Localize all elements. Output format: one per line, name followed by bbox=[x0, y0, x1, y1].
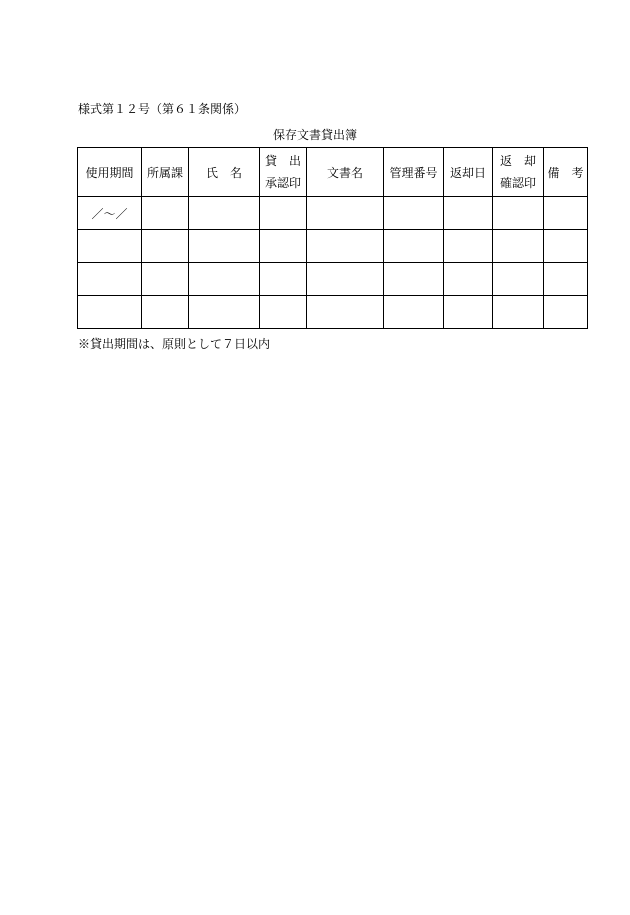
header-department: 所属課 bbox=[142, 148, 189, 197]
table-cell bbox=[384, 263, 444, 296]
header-lending-approval-seal bbox=[260, 148, 307, 197]
table-cell bbox=[142, 263, 189, 296]
table-cell bbox=[493, 263, 544, 296]
table-cell bbox=[260, 197, 307, 230]
lending-ledger-table bbox=[77, 147, 588, 329]
table-row bbox=[78, 296, 588, 329]
table-cell: ／～／ bbox=[78, 197, 142, 230]
table-cell bbox=[384, 296, 444, 329]
form-number: 様式第１２号（第６１条関係） bbox=[78, 102, 247, 116]
table-cell bbox=[307, 197, 384, 230]
header-line: 承認印 bbox=[264, 176, 301, 190]
table-cell bbox=[384, 230, 444, 263]
table-cell bbox=[189, 296, 260, 329]
table-cell bbox=[142, 230, 189, 263]
table-cell bbox=[142, 296, 189, 329]
header-remarks: 備 考 bbox=[544, 148, 588, 197]
table-cell bbox=[493, 296, 544, 329]
table-cell bbox=[78, 230, 142, 263]
table-cell bbox=[544, 263, 588, 296]
table-cell bbox=[444, 197, 493, 230]
table-cell bbox=[260, 230, 307, 263]
table-cell bbox=[544, 296, 588, 329]
header-line: 返 却 bbox=[499, 154, 536, 168]
table-cell bbox=[444, 296, 493, 329]
table-cell bbox=[78, 263, 142, 296]
table-cell bbox=[444, 263, 493, 296]
header-usage-period: 使用期間 bbox=[78, 148, 142, 197]
table-cell bbox=[444, 230, 493, 263]
header-line: 確認印 bbox=[499, 176, 536, 190]
table-cell bbox=[307, 296, 384, 329]
document-title: 保存文書貸出簿 bbox=[272, 128, 357, 142]
table-row bbox=[78, 263, 588, 296]
lending-period-note: ※貸出期間は、原則として７日以内 bbox=[78, 337, 271, 351]
table-cell bbox=[260, 296, 307, 329]
header-document-name: 文書名 bbox=[307, 148, 384, 197]
table-cell bbox=[544, 197, 588, 230]
header-row bbox=[78, 148, 588, 197]
table-cell bbox=[78, 296, 142, 329]
table-cell bbox=[307, 263, 384, 296]
header-return-confirmation-seal bbox=[493, 148, 544, 197]
header-return-date: 返却日 bbox=[444, 148, 493, 197]
table-cell bbox=[384, 197, 444, 230]
table-cell bbox=[189, 263, 260, 296]
table-cell bbox=[493, 230, 544, 263]
header-name: 氏 名 bbox=[189, 148, 260, 197]
header-line: 貸 出 bbox=[264, 154, 301, 168]
header-management-number: 管理番号 bbox=[384, 148, 444, 197]
table-cell bbox=[307, 230, 384, 263]
table-cell bbox=[189, 230, 260, 263]
table-row bbox=[78, 230, 588, 263]
table-cell bbox=[189, 197, 260, 230]
table-cell bbox=[260, 263, 307, 296]
table-row bbox=[78, 197, 588, 230]
table-cell bbox=[544, 230, 588, 263]
table-cell bbox=[493, 197, 544, 230]
table-cell bbox=[142, 197, 189, 230]
